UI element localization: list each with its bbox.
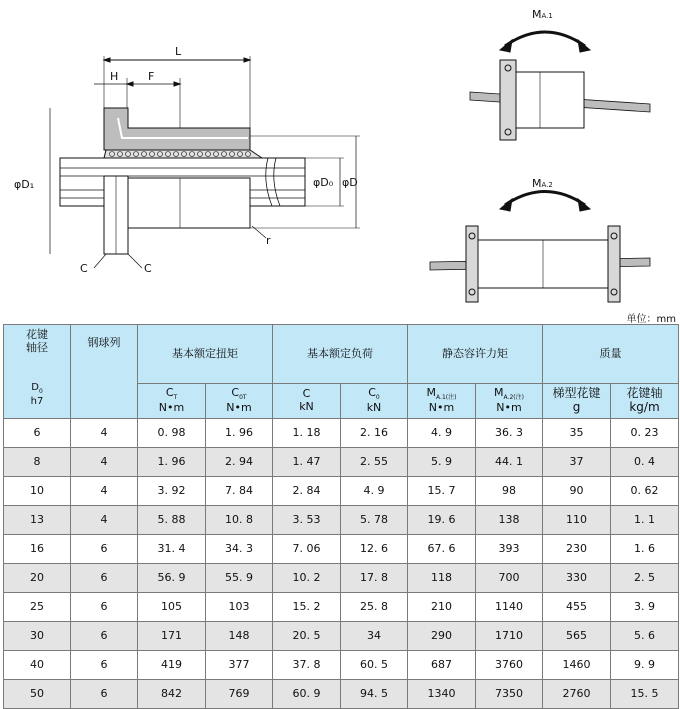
- table-cell: 105: [138, 593, 206, 622]
- table-cell: 118: [408, 564, 476, 593]
- table-cell: 1. 1: [611, 506, 679, 535]
- table-cell: 1710: [476, 622, 543, 651]
- table-row: [4, 593, 679, 622]
- table-cell: 1. 6: [611, 535, 679, 564]
- table-cell: 5. 78: [341, 506, 408, 535]
- table-cell: 1340: [408, 680, 476, 709]
- table-cell: 34: [341, 622, 408, 651]
- table-cell: 31. 4: [138, 535, 206, 564]
- table-cell: 2. 84: [273, 477, 341, 506]
- table-cell: 1460: [543, 651, 611, 680]
- table-cell: 230: [543, 535, 611, 564]
- table-cell: 1140: [476, 593, 543, 622]
- technical-drawing: [0, 0, 680, 322]
- table-cell: 15. 7: [408, 477, 476, 506]
- moment-ma2-sketch: [430, 192, 650, 303]
- table-cell: 10. 8: [206, 506, 273, 535]
- table-cell: 2. 5: [611, 564, 679, 593]
- header-ct: $C_T$ N•m: [138, 384, 206, 419]
- header-shaft-mass: 花键轴 kg/m: [611, 384, 679, 419]
- ma2-label: MA.2: [532, 177, 553, 190]
- table-cell: 44. 1: [476, 448, 543, 477]
- table-cell: 7350: [476, 680, 543, 709]
- table-cell: 90: [543, 477, 611, 506]
- unit-note: 单位：mm: [626, 314, 676, 325]
- table-cell: 7. 06: [273, 535, 341, 564]
- moment-ma1-sketch: [470, 32, 650, 140]
- table-cell: 1. 96: [206, 419, 273, 448]
- table-cell: 60. 5: [341, 651, 408, 680]
- table-cell: 5. 88: [138, 506, 206, 535]
- table-cell: 37: [543, 448, 611, 477]
- table-cell: 34. 3: [206, 535, 273, 564]
- table-cell: 10: [4, 477, 71, 506]
- table-cell: 110: [543, 506, 611, 535]
- header-shaft-diameter: [4, 325, 71, 419]
- table-cell: 8: [4, 448, 71, 477]
- table-cell: 6: [71, 535, 138, 564]
- table-cell: 13: [4, 506, 71, 535]
- table-cell: 138: [476, 506, 543, 535]
- table-cell: 4: [71, 506, 138, 535]
- table-cell: 393: [476, 535, 543, 564]
- table-cell: 377: [206, 651, 273, 680]
- table-cell: 6: [71, 622, 138, 651]
- table-cell: 10. 2: [273, 564, 341, 593]
- table-row: [4, 448, 679, 477]
- table-row: [4, 564, 679, 593]
- table-row: [4, 477, 679, 506]
- table-cell: 56. 9: [138, 564, 206, 593]
- table-cell: 9. 9: [611, 651, 679, 680]
- dim-H: H: [110, 70, 119, 83]
- table-cell: 148: [206, 622, 273, 651]
- table-cell: 1. 18: [273, 419, 341, 448]
- table-cell: 290: [408, 622, 476, 651]
- table-cell: 4. 9: [408, 419, 476, 448]
- dim-c-right: C: [144, 262, 152, 275]
- table-cell: 103: [206, 593, 273, 622]
- table-cell: 1. 47: [273, 448, 341, 477]
- table-cell: 35: [543, 419, 611, 448]
- table-cell: 330: [543, 564, 611, 593]
- table-cell: 15. 5: [611, 680, 679, 709]
- table-cell: 94. 5: [341, 680, 408, 709]
- table-cell: 7. 84: [206, 477, 273, 506]
- table-cell: 67. 6: [408, 535, 476, 564]
- dim-F: F: [148, 70, 155, 83]
- header-ma2: $M_{A.2(注)}$ N•m: [476, 384, 543, 419]
- table-cell: 419: [138, 651, 206, 680]
- header-c0: $C_0$ kN: [341, 384, 408, 419]
- header-d0: $D_0$: [31, 382, 43, 396]
- header-load: 基本额定负荷: [273, 325, 408, 384]
- table-cell: 171: [138, 622, 206, 651]
- table-cell: 6: [4, 419, 71, 448]
- table-cell: 3. 53: [273, 506, 341, 535]
- header-h7: h7: [30, 396, 44, 408]
- header-c: C kN: [273, 384, 341, 419]
- header-mass: 质量: [543, 325, 679, 384]
- header-ma1: $M_{A.1(注)}$ N•m: [408, 384, 476, 419]
- section-view: [50, 56, 360, 268]
- table-cell: 3760: [476, 651, 543, 680]
- header-ball-rows: 钢球列: [71, 325, 138, 419]
- table-cell: 2. 16: [341, 419, 408, 448]
- table-cell: 5. 9: [408, 448, 476, 477]
- table-cell: 3. 9: [611, 593, 679, 622]
- table-cell: 565: [543, 622, 611, 651]
- table-cell: 50: [4, 680, 71, 709]
- table-row: [4, 622, 679, 651]
- header-torque: 基本额定扭矩: [138, 325, 273, 384]
- dim-D: φD: [342, 176, 358, 189]
- table-cell: 842: [138, 680, 206, 709]
- table-body: [4, 419, 679, 709]
- table-cell: 25. 8: [341, 593, 408, 622]
- table-cell: 17. 8: [341, 564, 408, 593]
- table-cell: 5. 6: [611, 622, 679, 651]
- table-cell: 1. 96: [138, 448, 206, 477]
- table-row: [4, 506, 679, 535]
- table-cell: 455: [543, 593, 611, 622]
- table-cell: 0. 98: [138, 419, 206, 448]
- table-cell: 19. 6: [408, 506, 476, 535]
- table-cell: 16: [4, 535, 71, 564]
- table-row: [4, 651, 679, 680]
- table-cell: 0. 23: [611, 419, 679, 448]
- table-cell: 4: [71, 477, 138, 506]
- spec-table: [3, 324, 679, 709]
- table-cell: 700: [476, 564, 543, 593]
- table-cell: 25: [4, 593, 71, 622]
- table-cell: 687: [408, 651, 476, 680]
- table-cell: 20: [4, 564, 71, 593]
- table-cell: 0. 62: [611, 477, 679, 506]
- table-cell: 2760: [543, 680, 611, 709]
- table-row: [4, 419, 679, 448]
- ma1-label: MA.1: [532, 8, 553, 21]
- dim-L: L: [175, 45, 182, 58]
- table-cell: 6: [71, 680, 138, 709]
- table-cell: 0. 4: [611, 448, 679, 477]
- table-cell: 36. 3: [476, 419, 543, 448]
- table-cell: 40: [4, 651, 71, 680]
- table-cell: 60. 9: [273, 680, 341, 709]
- table-cell: 55. 9: [206, 564, 273, 593]
- dim-c-left: C: [80, 262, 88, 275]
- table-cell: 15. 2: [273, 593, 341, 622]
- table-cell: 37. 8: [273, 651, 341, 680]
- table-cell: 98: [476, 477, 543, 506]
- table-cell: 4. 9: [341, 477, 408, 506]
- table-cell: 20. 5: [273, 622, 341, 651]
- table-row: [4, 535, 679, 564]
- table-cell: 4: [71, 448, 138, 477]
- table-cell: 210: [408, 593, 476, 622]
- header-nut-mass: 梯型花键 g: [543, 384, 611, 419]
- table-cell: 6: [71, 564, 138, 593]
- table-cell: 2. 55: [341, 448, 408, 477]
- dim-r: r: [266, 234, 271, 247]
- table-cell: 4: [71, 419, 138, 448]
- table-cell: 6: [71, 593, 138, 622]
- table-cell: 12. 6: [341, 535, 408, 564]
- header-moment: 静态容许力矩: [408, 325, 543, 384]
- header-shaft-label: 花键 轴径: [26, 328, 48, 354]
- header-row-main: [4, 325, 679, 384]
- table-row: [4, 680, 679, 709]
- table-cell: 6: [71, 651, 138, 680]
- dim-D0: φD₀: [313, 176, 334, 189]
- dim-D1: φD₁: [14, 178, 35, 191]
- table-cell: 769: [206, 680, 273, 709]
- table-cell: 30: [4, 622, 71, 651]
- header-cot: $C_{0T}$ N•m: [206, 384, 273, 419]
- table-cell: 2. 94: [206, 448, 273, 477]
- table-cell: 3. 92: [138, 477, 206, 506]
